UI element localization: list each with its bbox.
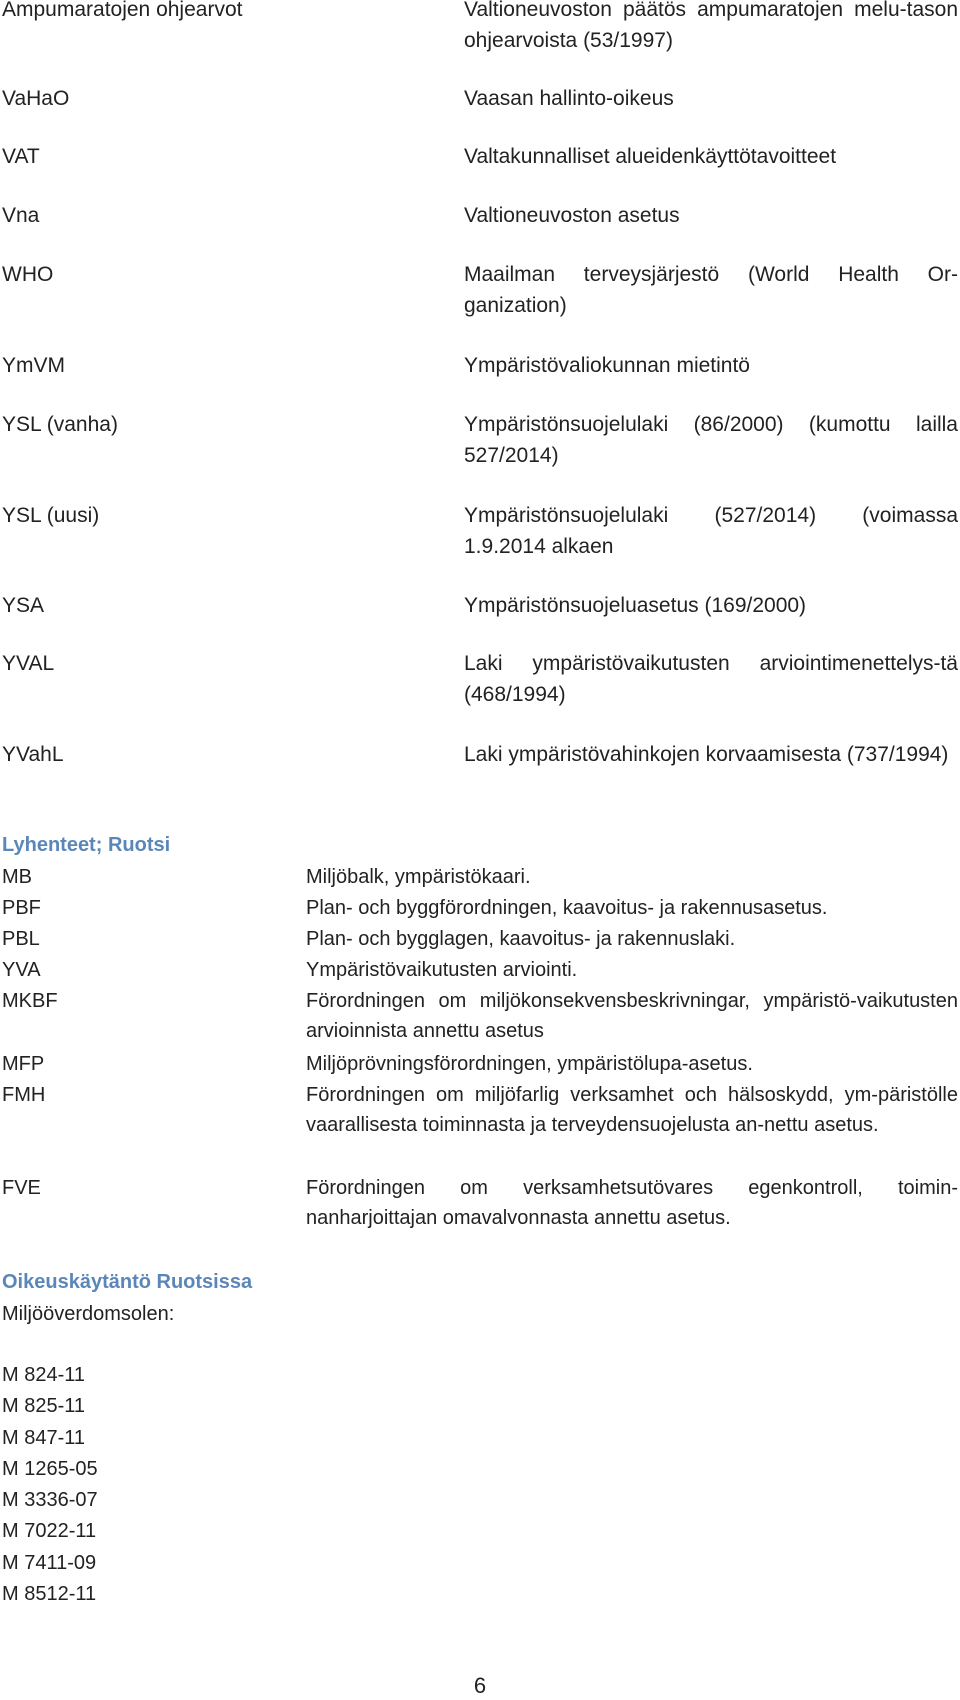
case-item: M 847-11: [2, 1426, 86, 1449]
case-list: [2, 1360, 98, 1610]
abbreviation-definition: Vaasan hallinto-oikeus: [464, 87, 674, 110]
abbreviation-term: Vna: [2, 204, 40, 227]
section-heading-swedish-abbreviations: Lyhenteet; Ruotsi: [2, 834, 171, 856]
abbreviation-term: MFP: [2, 1053, 45, 1075]
page-number: 6: [473, 1673, 487, 1698]
abbreviation-definition: Ympäristövaliokunnan mietintö: [464, 354, 750, 377]
section-heading-case-law: Oikeuskäytäntö Ruotsissa: [2, 1271, 253, 1293]
abbreviation-term: YVAL: [2, 652, 55, 675]
case-item: M 825-11: [2, 1395, 86, 1418]
abbreviation-definition: Plan- och bygglagen, kaavoitus- ja rakennuslaki.: [306, 928, 736, 950]
abbreviation-term: YSA: [2, 594, 45, 617]
abbreviation-definition: Plan- och byggförordningen, kaavoitus- ja rakennusasetus.: [306, 897, 828, 919]
abbreviation-definition: Valtioneuvoston asetus: [464, 204, 680, 227]
abbreviation-term: FMH: [2, 1084, 46, 1106]
abbreviation-term: YVahL: [2, 743, 64, 766]
abbreviation-definition: Valtioneuvoston päätös ampumaratojen melu-tason ohjearvoista (53/1997): [464, 0, 958, 52]
abbreviation-definition: Ympäristövaikutusten arviointi.: [306, 959, 578, 981]
abbreviation-definition: Ympäristönsuojelulaki (86/2000) (kumottu lailla 527/2014): [464, 413, 958, 467]
abbreviation-definition: Förordningen om miljökonsekvensbeskrivningar, ympäristö-vaikutusten arvioinnista annettu asetus: [306, 990, 958, 1042]
abbreviation-definition: Förordningen om verksamhetsutövares egenkontroll, toimin-nanharjoittajan omavalvonnasta annettu asetus.: [306, 1177, 958, 1229]
abbreviation-term: Ampumaratojen ohjearvot: [2, 0, 243, 21]
abbreviation-definition: Miljöprövningsförordningen, ympäristölupa-asetus.: [306, 1053, 753, 1075]
court-subheading: Miljööverdomsolen:: [2, 1303, 175, 1325]
abbreviation-term: PBF: [2, 897, 41, 919]
abbreviation-definition: Miljöbalk, ympäristökaari.: [306, 866, 531, 888]
case-item: M 3336-07: [2, 1489, 98, 1512]
abbreviation-definition: Ympäristönsuojelulaki (527/2014) (voimassa 1.9.2014 alkaen: [464, 504, 958, 558]
abbreviation-definition: Laki ympäristövaikutusten arviointimenettelys-tä (468/1994): [464, 652, 958, 706]
abbreviation-term: FVE: [2, 1177, 41, 1199]
case-item: M 7411-09: [2, 1551, 97, 1574]
abbreviation-definition: Förordningen om miljöfarlig verksamhet och hälsoskydd, ym-päristölle vaarallisesta toiminnasta ja terveydensuojelusta an-nettu asetus.: [306, 1084, 958, 1136]
abbreviation-term: MB: [2, 866, 32, 888]
abbreviation-term: MKBF: [2, 990, 58, 1012]
abbreviation-term: YSL (uusi): [2, 504, 100, 527]
abbreviation-definition: Ympäristönsuojeluasetus (169/2000): [464, 594, 807, 617]
abbreviation-term: YmVM: [2, 354, 65, 377]
abbreviation-definition: Valtakunnalliset alueidenkäyttötavoitteet: [464, 145, 837, 168]
abbreviation-term: PBL: [2, 928, 40, 950]
case-item: M 7022-11: [2, 1520, 97, 1543]
case-item: M 824-11: [2, 1364, 86, 1386]
abbreviation-definition: Laki ympäristövahinkojen korvaamisesta (737/1994): [464, 743, 949, 766]
abbreviation-term: VaHaO: [2, 87, 70, 110]
case-item: M 1265-05: [2, 1457, 98, 1480]
abbreviation-term: YVA: [2, 959, 41, 981]
abbreviation-term: VAT: [2, 145, 40, 168]
abbreviation-term: WHO: [2, 263, 54, 286]
case-item: M 8512-11: [2, 1583, 97, 1606]
abbreviation-definition: Maailman terveysjärjestö (World Health Or-ganization): [464, 263, 958, 317]
abbreviation-term: YSL (vanha): [2, 413, 118, 436]
